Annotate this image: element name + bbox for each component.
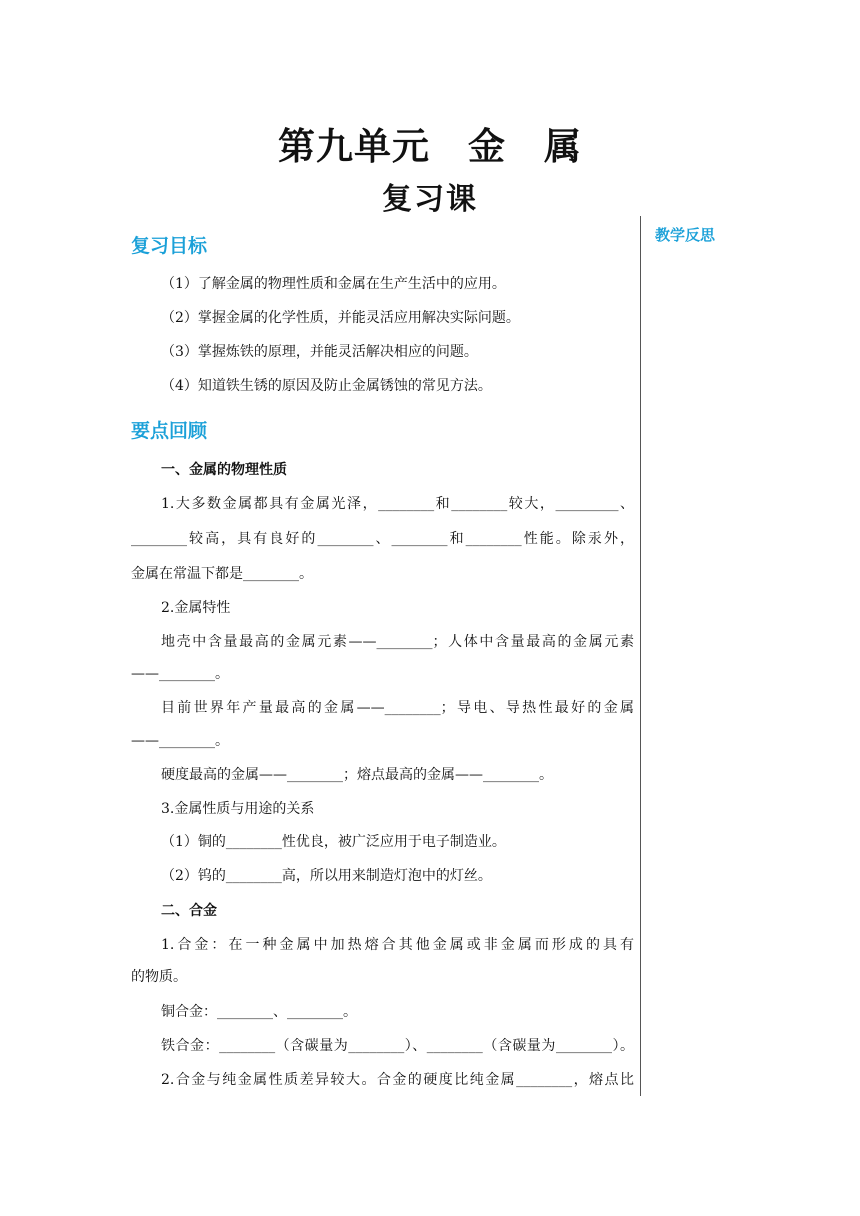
goal-item-1: （1）了解金属的物理性质和金属在生产生活中的应用。 [161, 276, 506, 292]
page-title: 第九单元 金 属 [278, 125, 582, 168]
subsection-title: 3.金属性质与用途的关系 [161, 801, 315, 817]
section-2-title: 二、合金 [161, 903, 217, 919]
paragraph-line: 1.大多数金属都具有金属光泽，________和________较大，_________、 [161, 496, 634, 512]
paragraph-line: 金属在常温下都是________。 [131, 566, 313, 582]
subsection-title: 2.金属特性 [161, 600, 231, 616]
margin-divider [640, 216, 641, 1096]
goals-heading: 复习目标 [131, 235, 208, 257]
section-1-title: 一、金属的物理性质 [161, 462, 287, 478]
paragraph-line: 铜合金：________、________。 [161, 1004, 357, 1020]
paragraph-line: 2.合金与纯金属性质差异较大。合金的硬度比纯金属________，熔点比 [161, 1072, 634, 1088]
page-subtitle: 复习课 [382, 182, 478, 217]
paragraph-line: 1.合金：在一种金属中加热熔合其他金属或非金属而形成的具有 [161, 937, 634, 953]
paragraph-line: 地壳中含量最高的金属元素——________；人体中含量最高的金属元素 [161, 634, 634, 650]
goal-item-3: （3）掌握炼铁的原理，并能灵活解决相应的问题。 [161, 344, 478, 360]
goal-item-2: （2）掌握金属的化学性质，并能灵活应用解决实际问题。 [161, 310, 520, 326]
paragraph-line: （2）钨的________高，所以用来制造灯泡中的灯丝。 [161, 868, 492, 884]
paragraph-line: 目前世界年产量最高的金属——________；导电、导热性最好的金属 [161, 700, 634, 716]
review-heading: 要点回顾 [131, 420, 208, 442]
paragraph-line: 铁合金：________（含碳量为________）、________（含碳量为________）。 [161, 1038, 634, 1054]
goal-item-4: （4）知道铁生锈的原因及防止金属锈蚀的常见方法。 [161, 378, 492, 394]
paragraph-line: ________较高，具有良好的________、________和________性能。除汞外， [131, 531, 634, 547]
paragraph-line: ——________。 [131, 666, 229, 682]
paragraph-line: 的物质。 [131, 969, 187, 985]
paragraph-line: （1）铜的________性优良，被广泛应用于电子制造业。 [161, 834, 506, 850]
paragraph-line: ——________。 [131, 733, 229, 749]
teaching-reflection-label: 教学反思 [655, 226, 716, 244]
paragraph-line: 硬度最高的金属——________；熔点最高的金属——________。 [161, 767, 553, 783]
